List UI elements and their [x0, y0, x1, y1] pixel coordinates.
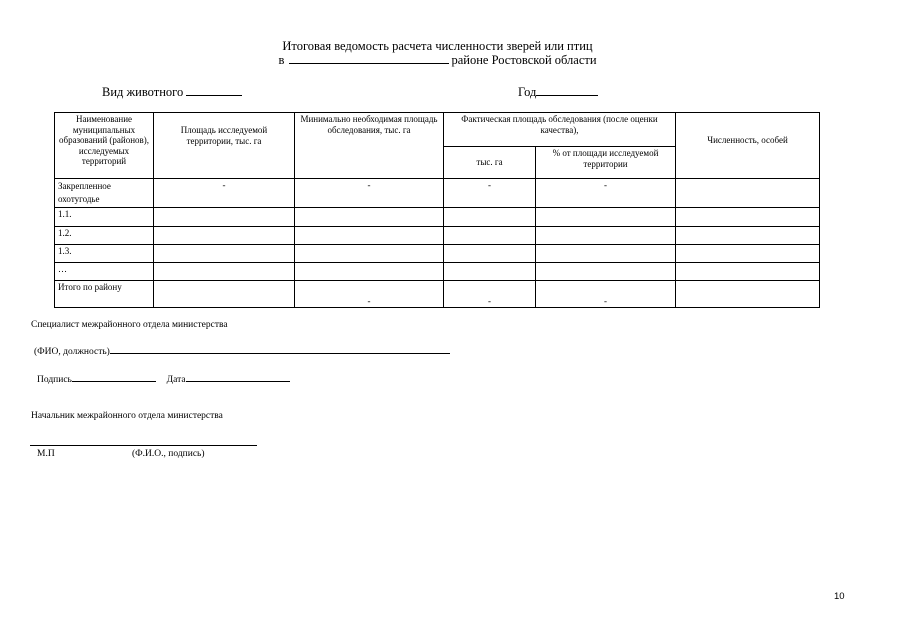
cell-area: - — [154, 179, 295, 208]
cell-actual-percent: - — [536, 179, 676, 208]
header-actual-percent: % от площади исследуемой территории — [536, 147, 676, 179]
header-min-area: Минимально необходимая площадь обследования, тыс. га — [295, 113, 444, 179]
fio-position-field — [34, 344, 450, 357]
animal-species-label: Вид животного — [102, 85, 184, 99]
header-actual-thousand-ha: тыс. га — [444, 147, 536, 179]
table-row — [55, 208, 820, 227]
cell-population — [676, 208, 820, 227]
cell-area — [154, 245, 295, 263]
header-municipalities: Наименование муниципальных образований (районов), исследуемых территорий — [55, 113, 154, 179]
cell-population — [676, 245, 820, 263]
cell-actual-percent — [536, 263, 676, 281]
cell-min-area — [295, 263, 444, 281]
cell-actual-ha: - — [444, 281, 536, 308]
cell-min-area — [295, 208, 444, 227]
fio-position-label: (ФИО, должность) — [34, 347, 110, 357]
table-row — [55, 263, 820, 281]
header-area: Площадь исследуемой территории, тыс. га — [154, 113, 295, 179]
cell-actual-ha — [444, 208, 536, 227]
cell-min-area — [295, 245, 444, 263]
cell-population — [676, 263, 820, 281]
header-population: Численность, особей — [676, 113, 820, 179]
specialist-title: Специалист межрайонного отдела министерства — [31, 320, 228, 330]
cell-area — [154, 227, 295, 245]
cell-area — [154, 208, 295, 227]
fio-position-blank — [110, 344, 450, 354]
cell-min-area: - — [295, 179, 444, 208]
cell-actual-percent — [536, 208, 676, 227]
total-row-name: Итого по району — [55, 281, 154, 308]
date-label: Дата — [166, 375, 186, 385]
row-name: 1.2. — [55, 227, 154, 245]
page-number: 10 — [834, 591, 845, 602]
table-total-row — [55, 281, 820, 308]
cell-min-area: - — [295, 281, 444, 308]
cell-actual-ha — [444, 227, 536, 245]
cell-actual-ha — [444, 245, 536, 263]
cell-min-area — [295, 227, 444, 245]
cell-actual-percent — [536, 227, 676, 245]
head-title: Начальник межрайонного отдела министерства — [31, 411, 223, 421]
cell-area — [154, 281, 295, 308]
cell-actual-percent — [536, 245, 676, 263]
table-row — [55, 227, 820, 245]
cell-actual-ha: - — [444, 179, 536, 208]
row-name: Закрепленное охотугодье — [55, 179, 154, 208]
table-header-row — [55, 113, 820, 147]
cell-population — [676, 227, 820, 245]
head-signature-line — [30, 445, 257, 446]
row-name: 1.1. — [55, 208, 154, 227]
animal-species-blank — [186, 85, 242, 96]
year-field — [518, 85, 598, 100]
signature-date-field — [37, 372, 290, 385]
year-label: Год — [518, 85, 537, 99]
row-name: … — [55, 263, 154, 281]
cell-population — [676, 179, 820, 208]
cell-population — [676, 281, 820, 308]
document-title: Итоговая ведомость расчета численности зверей или птиц — [282, 39, 593, 53]
fio-signature-label: (Ф.И.О., подпись) — [132, 449, 205, 459]
subtitle-prefix: в — [278, 53, 285, 67]
cell-actual-ha — [444, 263, 536, 281]
table-row — [55, 245, 820, 263]
signature-label: Подпись — [37, 375, 72, 385]
table-row — [55, 179, 820, 208]
header-actual-area: Фактическая площадь обследования (после оценки качества), — [444, 113, 676, 147]
signature-blank — [72, 372, 156, 382]
year-blank — [536, 85, 598, 96]
stamp-label: М.П — [37, 449, 55, 459]
cell-area — [154, 263, 295, 281]
document-subtitle — [0, 53, 875, 68]
cell-actual-percent: - — [536, 281, 676, 308]
district-blank-line — [289, 53, 449, 64]
subtitle-suffix: районе Ростовской области — [451, 53, 597, 67]
animal-species-field — [102, 85, 242, 100]
census-table — [54, 112, 820, 308]
date-blank — [186, 372, 290, 382]
row-name: 1.3. — [55, 245, 154, 263]
